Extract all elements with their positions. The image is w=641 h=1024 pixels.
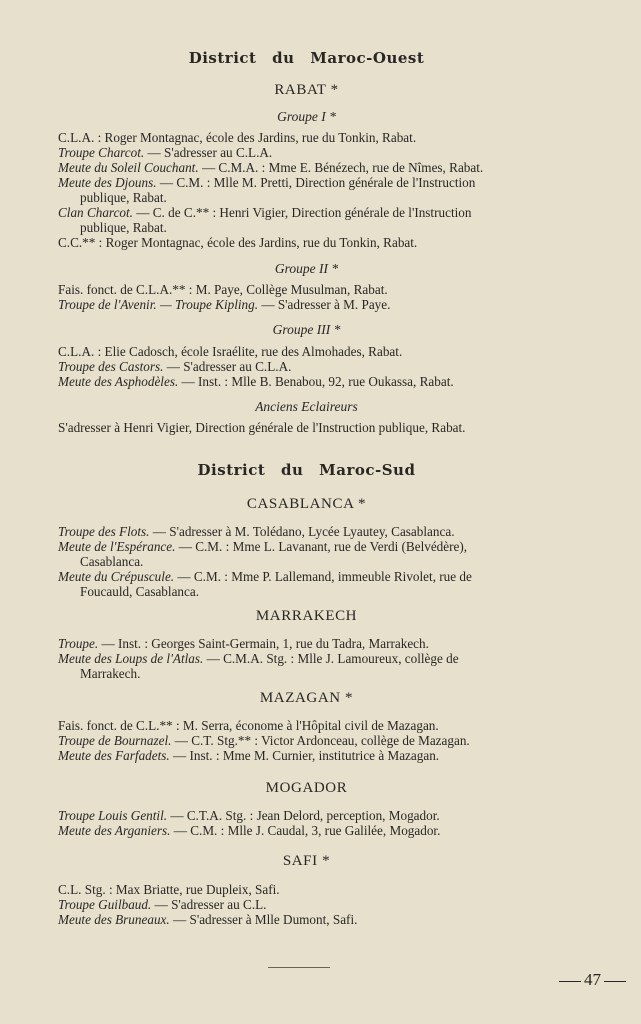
entry-text: — S'adresser à M. Paye. — [258, 297, 391, 312]
list-item — [58, 205, 554, 235]
dash-left — [559, 981, 581, 982]
entry-text: — S'adresser à M. Tolédano, Lycée Lyautey, Casablanca. — [149, 524, 455, 539]
group-heading-2: Groupe II * — [274, 261, 339, 276]
entry-label: Troupe des Flots. — [58, 524, 150, 539]
entry-text: : Roger Montagnac, école des Jardins, rue du Tonkin, Rabat. — [95, 235, 418, 250]
list-item — [58, 882, 554, 897]
entry-label: Meute du Crépuscule. — [58, 569, 175, 584]
list-item — [58, 175, 554, 205]
anciens-text — [58, 420, 554, 435]
entry-continuation: Casablanca. — [80, 554, 144, 569]
city-heading-mogador: MOGADOR — [265, 780, 348, 796]
list-item — [58, 344, 554, 359]
safi-list — [58, 882, 554, 927]
entry-label: Troupe de Bournazel. — [58, 733, 172, 748]
mazagan-list — [58, 718, 554, 763]
entry-text: — C. de C.** : Henri Vigier, Direction générale de l'Instruction — [132, 205, 472, 220]
list-item — [58, 718, 554, 733]
entry-label: Meute de l'Espérance. — [58, 539, 176, 554]
entry-label: Troupe Guilbaud. — [58, 897, 152, 912]
list-item — [58, 733, 554, 748]
mogador-list — [58, 808, 554, 838]
entry-text: — S'adresser au C.L. — [151, 897, 267, 912]
list-item — [58, 808, 554, 823]
rabat-group1-list — [58, 130, 554, 250]
list-item — [58, 569, 554, 599]
entry-text: : Roger Montagnac, école des Jardins, rue du Tonkin, Rabat. — [94, 130, 417, 145]
entry-label: Troupe. — [58, 636, 99, 651]
list-item — [58, 282, 554, 297]
city-heading-marrakech: MARRAKECH — [255, 608, 358, 624]
city-heading-rabat: RABAT * — [274, 82, 339, 98]
list-item — [58, 374, 554, 389]
group-heading-1: Groupe I * — [277, 109, 336, 124]
group-heading-anciens: Anciens Eclaireurs — [255, 399, 358, 414]
casablanca-list — [58, 524, 554, 599]
entry-label: Meute des Farfadets. — [58, 748, 170, 763]
city-heading-casablanca: CASABLANCA * — [246, 496, 367, 512]
list-item — [58, 297, 554, 312]
entry-label: Fais. fonct. de C.L.A.** — [58, 282, 186, 297]
entry-text: — Inst. : Mlle B. Benabou, 92, rue Oukassa, Rabat. — [178, 374, 454, 389]
marrakech-list — [58, 636, 554, 681]
entry-text: — C.T. Stg.** : Victor Ardonceau, collège de Mazagan. — [171, 733, 470, 748]
list-item — [58, 748, 554, 763]
entry-text: — Inst. : Mme M. Curnier, institutrice à Mazagan. — [169, 748, 440, 763]
list-item — [58, 539, 554, 569]
page-number — [556, 970, 629, 990]
list-item — [58, 524, 554, 539]
entry-continuation: publique, Rabat. — [80, 220, 167, 235]
entry-text: — C.M. : Mme P. Lallemand, immeuble Rivolet, rue de — [174, 569, 472, 584]
entry-label: Meute des Loups de l'Atlas. — [58, 651, 204, 666]
entry-text: — S'adresser au C.L.A. — [163, 359, 292, 374]
entry-text: : M. Serra, économe à l'Hôpital civil de Mazagan. — [172, 718, 439, 733]
entry-label: Troupe de l'Avenir. — Troupe Kipling. — [58, 297, 259, 312]
list-item — [58, 651, 554, 681]
district-title-maroc-sud: District du Maroc-Sud — [197, 461, 416, 479]
entry-label: Clan Charcot. — [58, 205, 133, 220]
entry-label: C.L.A. — [58, 130, 95, 145]
city-heading-safi: SAFI * — [282, 853, 331, 869]
entry-text: — C.M. : Mlle M. Pretti, Direction générale de l'Instruction — [156, 175, 476, 190]
entry-label: Meute des Bruneaux. — [58, 912, 170, 927]
entry-text: — Inst. : Georges Saint-Germain, 1, rue du Tadra, Marrakech. — [98, 636, 429, 651]
rabat-group2-list — [58, 282, 554, 312]
footer-divider — [268, 967, 330, 968]
entry-text: : Max Briatte, rue Dupleix, Safi. — [105, 882, 280, 897]
entry-continuation: publique, Rabat. — [80, 190, 167, 205]
list-item — [58, 912, 554, 927]
district-title-maroc-ouest: District du Maroc-Ouest — [188, 49, 425, 67]
entry-label: C.L. Stg. — [58, 882, 106, 897]
list-item — [58, 160, 554, 175]
list-item — [58, 823, 554, 838]
entry-text: — S'adresser à Mlle Dumont, Safi. — [169, 912, 358, 927]
entry-label: Meute des Arganiers. — [58, 823, 171, 838]
list-item — [58, 145, 554, 160]
list-item — [58, 359, 554, 374]
entry-text: — C.M.A. : Mme E. Bénézech, rue de Nîmes, Rabat. — [198, 160, 484, 175]
entry-label: C.L.A. — [58, 344, 95, 359]
list-item: S'adresser à Henri Vigier, Direction générale de l'Instruction publique, Rabat. — [58, 420, 466, 435]
entry-continuation: Foucauld, Casablanca. — [80, 584, 200, 599]
list-item — [58, 235, 554, 250]
entry-label: Troupe Charcot. — [58, 145, 145, 160]
city-heading-mazagan: MAZAGAN * — [259, 690, 354, 706]
list-item — [58, 897, 554, 912]
dash-right — [604, 981, 626, 982]
entry-label: Troupe des Castors. — [58, 359, 164, 374]
entry-text: : M. Paye, Collège Musulman, Rabat. — [185, 282, 388, 297]
entry-label: Troupe Louis Gentil. — [58, 808, 168, 823]
entry-text: : Elie Cadosch, école Israélite, rue des Almohades, Rabat. — [94, 344, 403, 359]
entry-label: Fais. fonct. de C.L.** — [58, 718, 173, 733]
entry-text: — C.M. : Mme L. Lavanant, rue de Verdi (Belvédère), — [175, 539, 468, 554]
group-heading-3: Groupe III * — [272, 322, 341, 337]
entry-text: — C.T.A. Stg. : Jean Delord, perception, Mogador. — [167, 808, 440, 823]
entry-text: — S'adresser au C.L.A. — [144, 145, 273, 160]
list-item — [58, 130, 554, 145]
entry-continuation: Marrakech. — [80, 666, 141, 681]
entry-label: Meute des Asphodèles. — [58, 374, 179, 389]
rabat-group3-list — [58, 344, 554, 389]
entry-text: — C.M.A. Stg. : Mlle J. Lamoureux, collège de — [203, 651, 459, 666]
entry-text: — C.M. : Mlle J. Caudal, 3, rue Galilée, Mogador. — [170, 823, 441, 838]
entry-label: Meute des Djouns. — [58, 175, 157, 190]
page-number-value: 47 — [584, 970, 601, 989]
entry-label: C.C.** — [58, 235, 96, 250]
list-item — [58, 636, 554, 651]
entry-label: Meute du Soleil Couchant. — [58, 160, 199, 175]
